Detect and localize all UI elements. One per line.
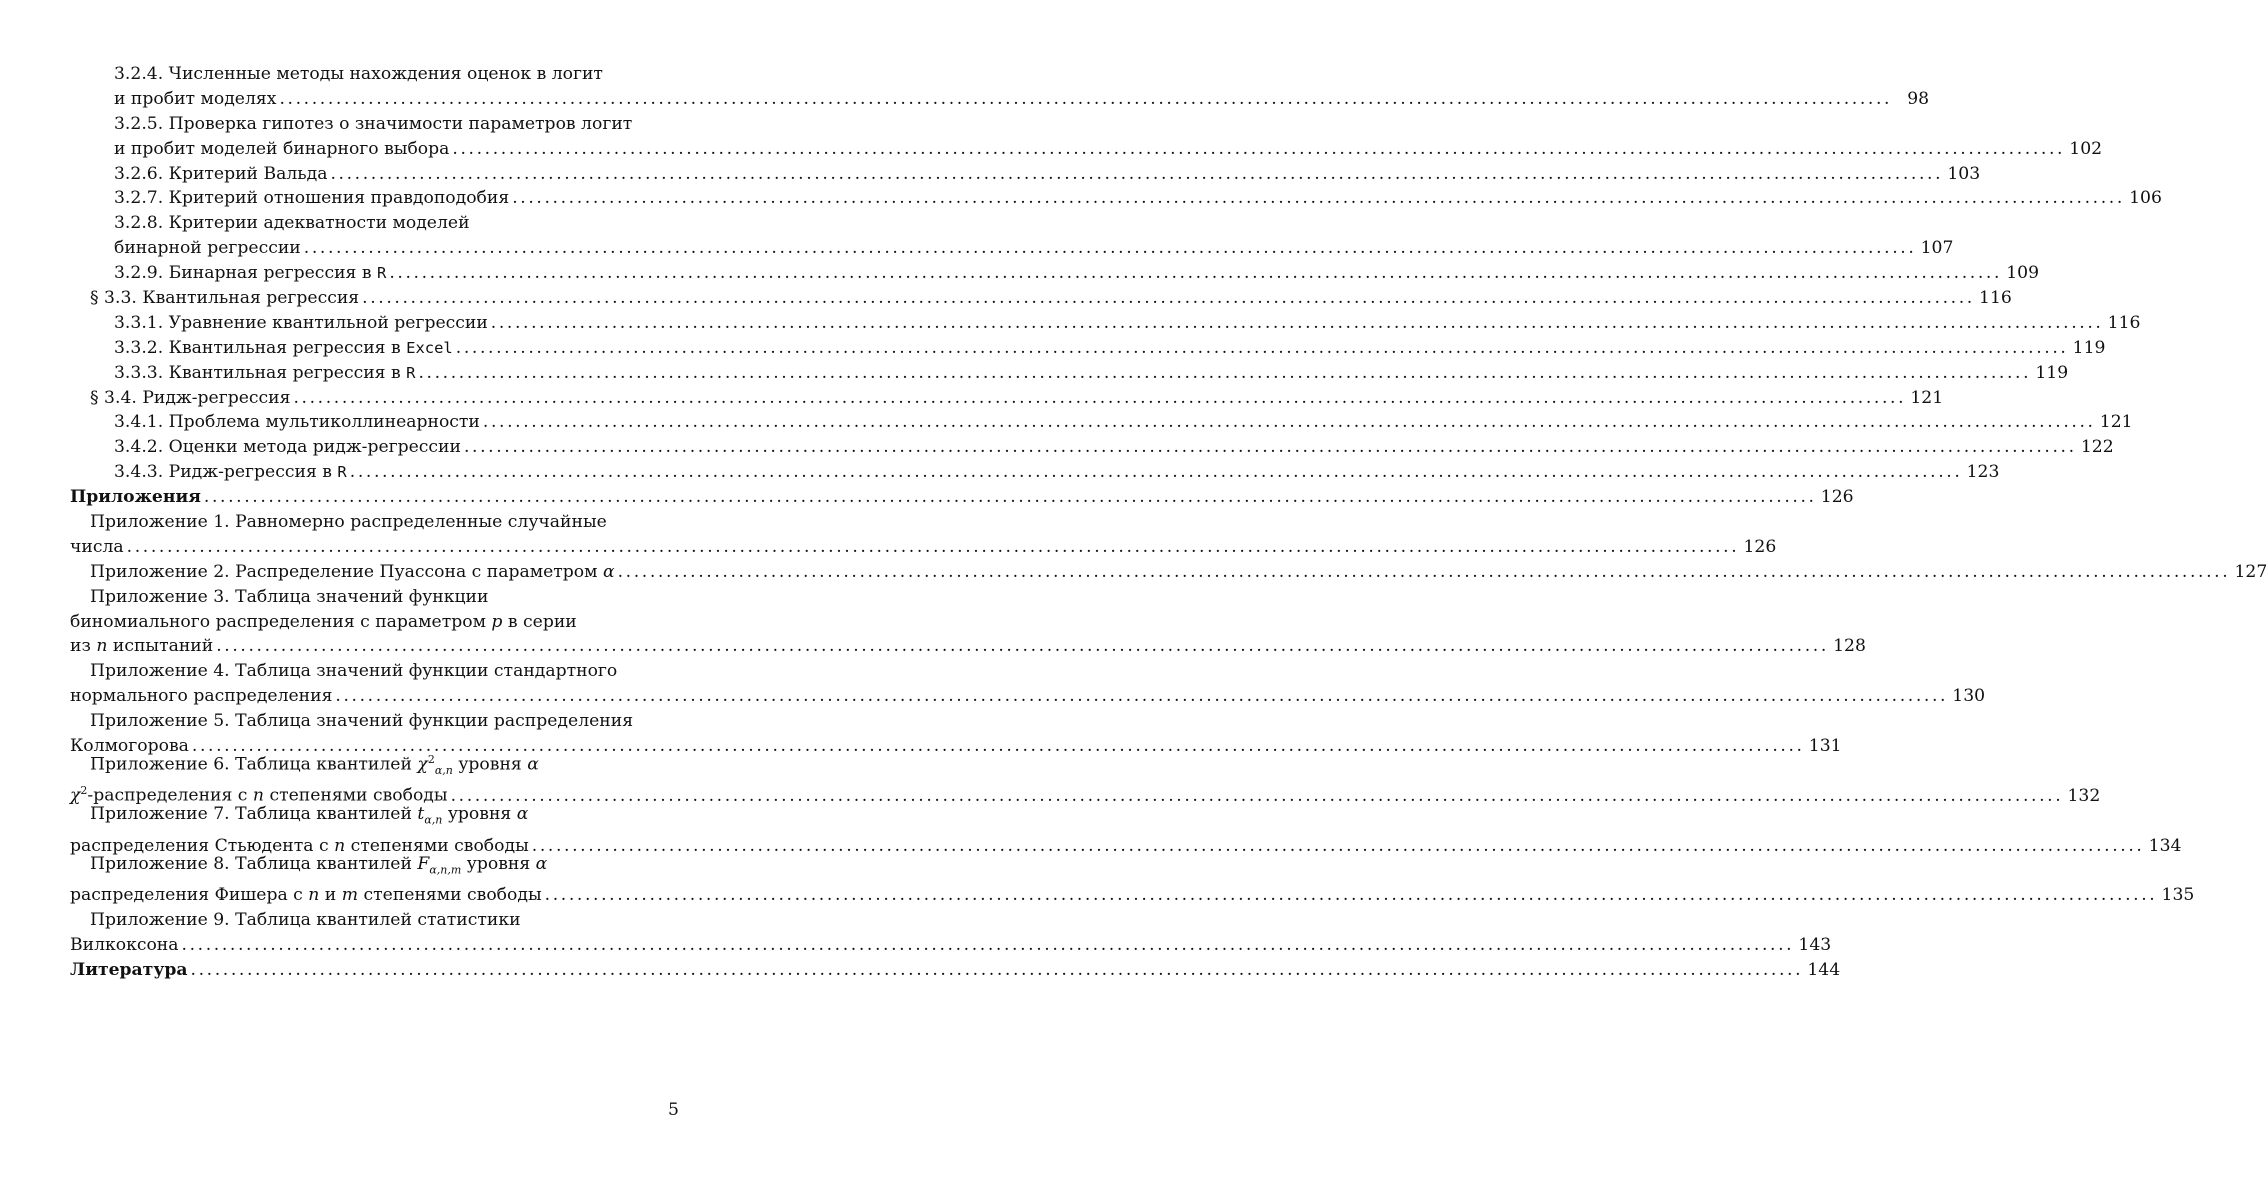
toc-line: Приложение 7. Таблица квантилей $t_{\alpha,n}$ уровня α — [90, 804, 529, 827]
toc-entry-3-2-8[interactable]: бинарной регрессии ........................................................................................................................................................................................................ 107 — [70, 236, 686, 261]
math-alpha: α — [527, 754, 539, 775]
page-ref: 98 — [1907, 88, 1930, 109]
toc-entry-appendices[interactable]: Приложения ........................................................................................................................................................................................................ 126 — [70, 485, 686, 510]
leader-dots: ........................................................................................................................................................................................................ — [482, 412, 2096, 433]
page-ref: 127 — [2234, 561, 2267, 582]
leader-dots: ........................................................................................................................................................................................................ — [463, 437, 2077, 458]
page-ref: 123 — [1966, 462, 2000, 483]
leader-dots: ........................................................................................................................................................................................................ — [349, 462, 1963, 483]
leader-dots: ........................................................................................................................................................................................................ — [126, 536, 1740, 557]
page-ref: 119 — [2072, 337, 2106, 358]
leader-dots: ........................................................................................................................................................................................................ — [191, 736, 1805, 757]
toc-entry-3-2-7[interactable]: 3.2.7. Критерий отношения правдоподобия ........................................................................................................................................................................................................ 106 — [70, 186, 686, 211]
leader-dots: ........................................................................................................................................................................................................ — [531, 835, 2145, 856]
toc-entry-appendix-5[interactable]: Колмогорова ........................................................................................................................................................................................................ 131 — [70, 734, 686, 759]
toc-line: Приложение 1. Равномерно распределенные случайные — [90, 512, 607, 533]
page-ref: 135 — [2161, 885, 2195, 906]
table-of-contents — [70, 62, 2267, 983]
toc-line: Приложение 4. Таблица значений функции стандартного — [90, 661, 618, 682]
math-alpha: α — [602, 561, 615, 582]
toc-entry-3-2-9[interactable]: 3.2.9. Бинарная регрессия в R ........................................................................................................................................................................................................ 109 — [70, 261, 686, 286]
page-ref: 107 — [1920, 238, 1954, 259]
leader-dots: ........................................................................................................................................................................................................ — [203, 487, 1817, 508]
math-alpha: α — [516, 804, 529, 825]
toc-line: Приложение 9. Таблица квантилей статистики — [90, 910, 521, 931]
leader-dots: ........................................................................................................................................................................................................ — [512, 188, 2125, 209]
toc-line: Приложение 5. Таблица значений функции распределения — [90, 711, 634, 732]
page-ref: 121 — [2099, 412, 2133, 433]
math-chi: χ — [417, 754, 428, 775]
leader-dots: ........................................................................................................................................................................................................ — [450, 785, 2064, 806]
page-ref: 122 — [2080, 437, 2114, 458]
math-n: n — [308, 885, 320, 906]
page-ref: 144 — [1807, 960, 1841, 981]
math-t: t — [417, 804, 425, 825]
code-r: R — [406, 363, 416, 382]
toc-entry-appendix-6[interactable]: $\chi^2$-распределения с n степенями свободы ........................................................................................................................................................................................................ 132 — [70, 784, 686, 809]
leader-dots: ........................................................................................................................................................................................................ — [617, 561, 2231, 582]
toc-entry-appendix-7[interactable]: распределения Стьюдента с n степенями свободы ........................................................................................................................................................................................................ 134 — [70, 834, 686, 859]
page-ref: 106 — [2129, 188, 2162, 209]
toc-line: 3.2.5. Проверка гипотез о значимости параметров логит — [114, 113, 633, 134]
leader-dots: ........................................................................................................................................................................................................ — [490, 312, 2104, 333]
page-ref: 132 — [2067, 785, 2101, 806]
page-ref: 109 — [2006, 263, 2040, 284]
toc-entry-3-4-2[interactable]: 3.4.2. Оценки метода ридж-регрессии ........................................................................................................................................................................................................ 122 — [70, 435, 686, 460]
toc-line: биномиального распределения с параметром p в серии — [70, 611, 577, 632]
math-chi: χ — [70, 785, 81, 806]
toc-entry-3-4[interactable]: § 3.4. Ридж-регрессия ........................................................................................................................................................................................................ 121 — [70, 386, 686, 411]
toc-line: 3.2.8. Критерии адекватности моделей — [114, 213, 470, 234]
page-ref: 119 — [2035, 362, 2069, 383]
toc-entry-appendix-1[interactable]: числа ........................................................................................................................................................................................................ 126 — [70, 535, 686, 560]
page-ref: 116 — [1979, 288, 2012, 308]
leader-dots: ........................................................................................................................................................................................................ — [455, 337, 2069, 358]
leader-dots: ........................................................................................................................................................................................................ — [389, 263, 2003, 284]
toc-entry-appendix-8[interactable]: распределения Фишера с n и m степенями свободы ........................................................................................................................................................................................................ 135 — [70, 883, 686, 908]
page-number: 5 — [668, 1100, 679, 1120]
page-ref: 126 — [1743, 536, 1777, 557]
toc-entry-3-2-6[interactable]: 3.2.6. Критерий Вальда ........................................................................................................................................................................................................ 103 — [70, 162, 686, 187]
leader-dots: ........................................................................................................................................................................................................ — [362, 288, 1975, 308]
toc-entry-3-3-1[interactable]: 3.3.1. Уравнение квантильной регрессии ........................................................................................................................................................................................................ 116 — [70, 311, 686, 336]
toc-line: Приложение 3. Таблица значений функции — [90, 586, 489, 607]
leader-dots: ........................................................................................................................................................................................................ — [181, 935, 1795, 956]
code-excel: Excel — [406, 338, 453, 357]
page-ref: 103 — [1947, 163, 1981, 184]
code-r: R — [376, 264, 387, 283]
toc-entry-3-3[interactable]: § 3.3. Квантильная регрессия ........................................................................................................................................................................................................ 116 — [70, 286, 686, 311]
toc-line: Приложение 8. Таблица квантилей $F_{\alpha,n,m}$ уровня α — [90, 854, 548, 877]
leader-dots: ........................................................................................................................................................................................................ — [216, 636, 1829, 657]
leader-dots: ........................................................................................................................................................................................................ — [418, 362, 2032, 383]
page-ref: 121 — [1910, 387, 1944, 408]
toc-entry-appendix-4[interactable]: нормального распределения ........................................................................................................................................................................................................ 130 — [70, 684, 686, 709]
leader-dots: ........................................................................................................................................................................................................ — [303, 238, 1917, 259]
toc-entry-appendix-9[interactable]: Вилкоксона ........................................................................................................................................................................................................ 143 — [70, 933, 686, 958]
math-m: m — [341, 885, 359, 906]
page-ref: 116 — [2107, 312, 2141, 333]
math-n: n — [96, 636, 108, 657]
leader-dots: ........................................................................................................................................................................................................ — [293, 387, 1907, 408]
toc-entry-3-4-3[interactable]: 3.4.3. Ридж-регрессия в R ........................................................................................................................................................................................................ 123 — [70, 460, 686, 485]
page-ref: 131 — [1808, 736, 1842, 757]
code-r: R — [337, 463, 347, 482]
toc-line: 3.2.4. Численные методы нахождения оценок в логит — [114, 63, 603, 84]
math-n: n — [334, 835, 346, 856]
math-n: n — [252, 785, 264, 806]
leader-dots: ........................................................................................................................................................................................................ — [330, 163, 1944, 184]
page-ref: 102 — [2069, 138, 2103, 159]
leader-dots: ........................................................................................................................................................................................................ — [190, 960, 1804, 981]
toc-entry-appendix-2[interactable]: Приложение 2. Распределение Пуассона с параметром α ........................................................................................................................................................................................................ 127 — [70, 560, 686, 585]
math-f: F — [417, 854, 430, 875]
toc-entry-literature[interactable]: Литература ........................................................................................................................................................................................................ 144 — [70, 958, 686, 983]
page-ref: 134 — [2148, 835, 2182, 856]
toc-entry-3-3-3[interactable]: 3.3.3. Квантильная регрессия в R ........................................................................................................................................................................................................ 119 — [70, 361, 686, 386]
toc-entry-3-3-2[interactable]: 3.3.2. Квантильная регрессия в Excel ........................................................................................................................................................................................................ 119 — [70, 336, 686, 361]
leader-dots: ........................................................................................................................................................................................................ — [544, 885, 2158, 906]
page-ref: 128 — [1833, 636, 1866, 657]
math-alpha: α — [535, 854, 548, 875]
toc-entry-3-2-5[interactable]: и пробит моделей бинарного выбора ........................................................................................................................................................................................................ 102 — [70, 137, 686, 162]
leader-dots: ........................................................................................................................................................................................................ — [279, 88, 1893, 109]
math-p: p — [491, 611, 503, 632]
page-ref: 130 — [1952, 686, 1986, 707]
toc-line: Приложение 6. Таблица квантилей $\chi^2_{\alpha,n}$ уровня α — [90, 752, 539, 777]
toc-entry-appendix-3[interactable]: из n испытаний ........................................................................................................................................................................................................ 128 — [70, 634, 686, 659]
page-ref: 143 — [1798, 935, 1832, 956]
leader-dots: ........................................................................................................................................................................................................ — [452, 138, 2066, 159]
page-ref: 126 — [1820, 487, 1854, 508]
toc-entry-3-2-4[interactable]: и пробит моделях ........................................................................................................................................................................................................ 98 — [70, 87, 686, 112]
toc-entry-3-4-1[interactable]: 3.4.1. Проблема мультиколлинеарности ........................................................................................................................................................................................................ 121 — [70, 410, 686, 435]
leader-dots: ........................................................................................................................................................................................................ — [335, 686, 1949, 707]
